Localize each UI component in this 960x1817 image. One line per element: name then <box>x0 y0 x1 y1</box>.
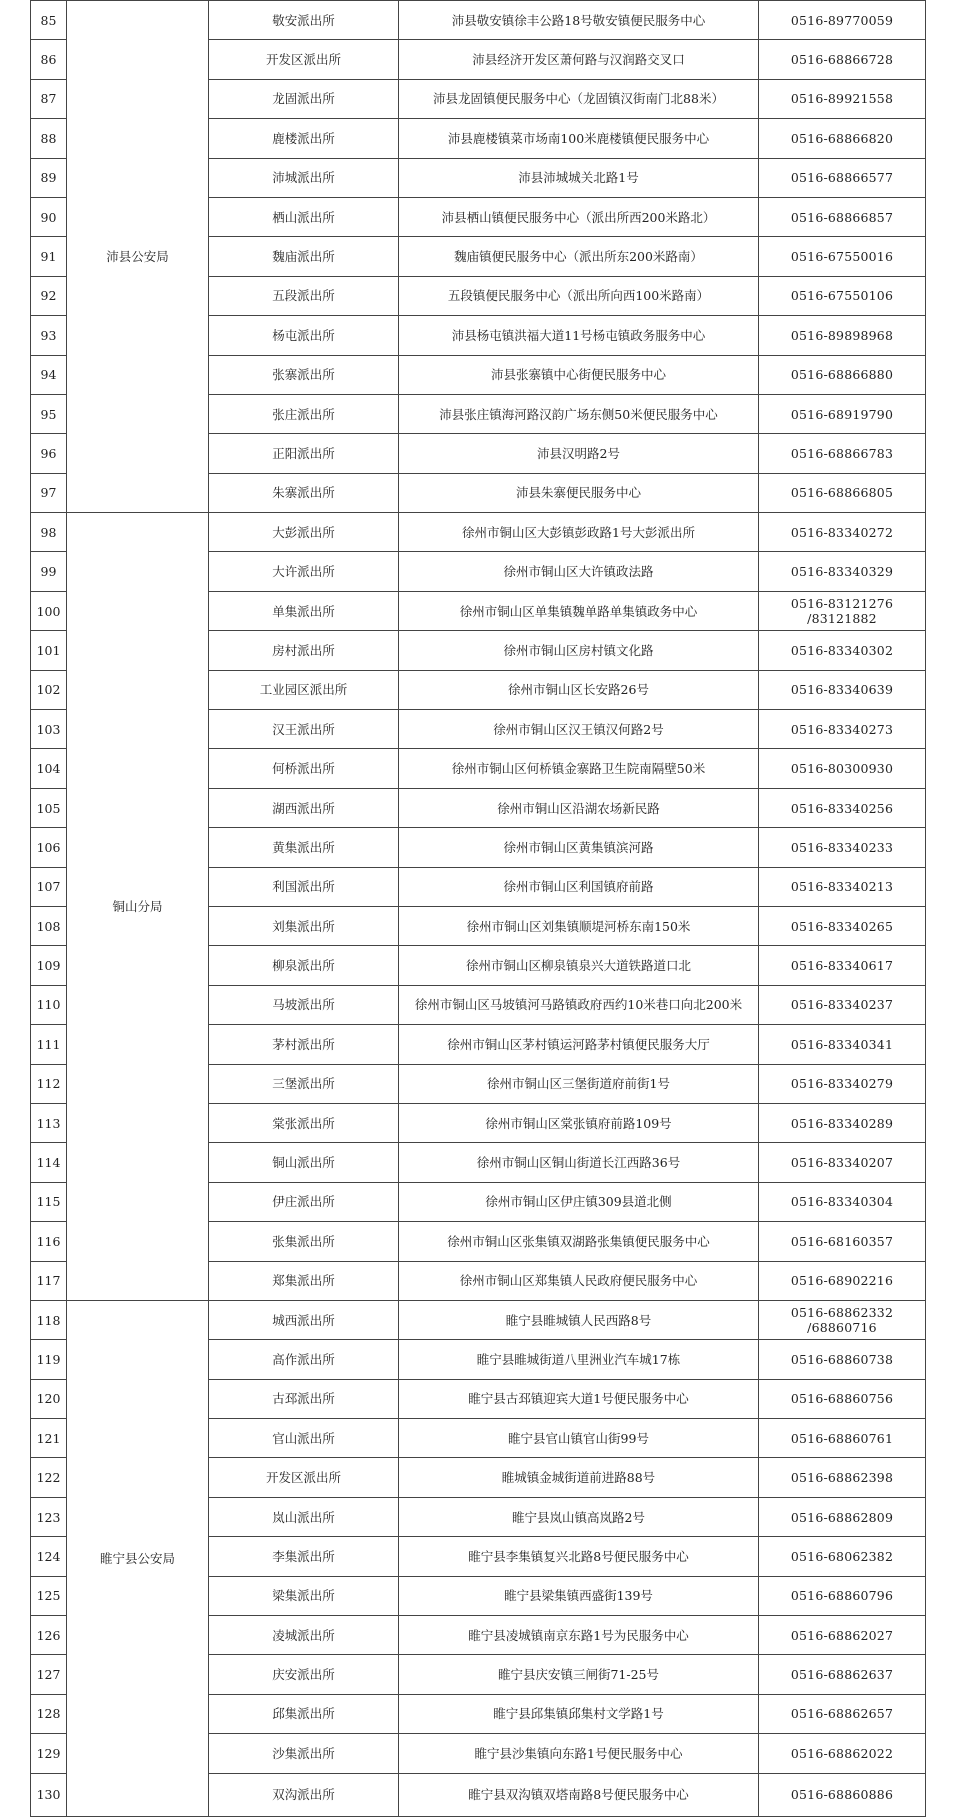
station-address: 徐州市铜山区沿湖农场新民路 <box>399 788 759 827</box>
station-address: 睢宁县邱集镇邱集村文学路1号 <box>399 1694 759 1733</box>
row-number: 96 <box>31 434 67 473</box>
station-address: 沛县龙固镇便民服务中心（龙固镇汉街南门北88米） <box>399 79 759 118</box>
phone-number: 0516-83340207 <box>790 1155 894 1171</box>
station-name: 茅村派出所 <box>209 1025 399 1064</box>
phone-number: 0516-68860761 <box>790 1430 894 1446</box>
station-address: 五段镇便民服务中心（派出所向西100米路南） <box>399 276 759 315</box>
phone-number: 0516-68160357 <box>790 1233 894 1249</box>
station-address: 徐州市铜山区马坡镇河马路镇政府西约10米巷口向北200米 <box>399 985 759 1024</box>
row-number: 119 <box>31 1340 67 1379</box>
station-address: 沛县栖山镇便民服务中心（派出所西200米路北） <box>399 197 759 236</box>
station-address: 睢宁县双沟镇双塔南路8号便民服务中心 <box>399 1773 759 1816</box>
phone-number: 0516-83340639 <box>790 682 894 698</box>
station-phone <box>759 1734 926 1773</box>
phone-number: 0516-67550106 <box>790 288 894 304</box>
agency-name: 沛县公安局 <box>67 1 209 513</box>
station-name: 正阳派出所 <box>209 434 399 473</box>
station-address: 睢宁县梁集镇西盛街139号 <box>399 1576 759 1615</box>
phone-number: 0516-83340302 <box>790 642 894 658</box>
station-name: 湖西派出所 <box>209 788 399 827</box>
station-address: 沛县鹿楼镇菜市场南100米鹿楼镇便民服务中心 <box>399 119 759 158</box>
row-number: 117 <box>31 1261 67 1300</box>
row-number: 129 <box>31 1734 67 1773</box>
station-phone <box>759 434 926 473</box>
station-name: 李集派出所 <box>209 1537 399 1576</box>
phone-number: 0516-68860738 <box>790 1351 894 1367</box>
agency-name: 铜山分局 <box>67 513 209 1301</box>
station-address: 睢宁县古邳镇迎宾大道1号便民服务中心 <box>399 1379 759 1418</box>
station-address: 睢宁县李集镇复兴北路8号便民服务中心 <box>399 1537 759 1576</box>
station-phone <box>759 591 926 630</box>
row-number: 118 <box>31 1300 67 1339</box>
station-address: 徐州市铜山区长安路26号 <box>399 670 759 709</box>
table-row <box>31 1 926 40</box>
station-address: 徐州市铜山区何桥镇金寨路卫生院南隔壁50米 <box>399 749 759 788</box>
phone-number: 0516-68862022 <box>790 1745 894 1761</box>
station-name: 沙集派出所 <box>209 1734 399 1773</box>
phone-number: 0516-67550016 <box>790 249 894 265</box>
phone-number: 0516-83340213 <box>790 879 894 895</box>
station-phone <box>759 1 926 40</box>
row-number: 106 <box>31 828 67 867</box>
station-phone <box>759 1458 926 1497</box>
station-address: 徐州市铜山区铜山街道长江西路36号 <box>399 1143 759 1182</box>
row-number: 95 <box>31 394 67 433</box>
station-address: 徐州市铜山区大彭镇彭政路1号大彭派出所 <box>399 513 759 552</box>
phone-number: 0516-68866728 <box>790 52 894 68</box>
row-number: 89 <box>31 158 67 197</box>
station-address: 沛县敬安镇徐丰公路18号敬安镇便民服务中心 <box>399 1 759 40</box>
phone-number: 0516-89898968 <box>790 327 894 343</box>
row-number: 108 <box>31 906 67 945</box>
station-address: 睢宁县睢城镇人民西路8号 <box>399 1300 759 1339</box>
phone-number: 0516-83340237 <box>790 997 894 1013</box>
station-phone <box>759 355 926 394</box>
station-address: 徐州市铜山区黄集镇滨河路 <box>399 828 759 867</box>
phone-number: /68860716 <box>807 1320 877 1336</box>
table-row <box>31 513 926 552</box>
row-number: 85 <box>31 1 67 40</box>
row-number: 103 <box>31 710 67 749</box>
station-phone <box>759 828 926 867</box>
station-name: 单集派出所 <box>209 591 399 630</box>
phone-number: 0516-68862809 <box>790 1509 894 1525</box>
station-name: 沛城派出所 <box>209 158 399 197</box>
station-name: 张寨派出所 <box>209 355 399 394</box>
station-address: 睢宁县庆安镇三闸街71-25号 <box>399 1655 759 1694</box>
station-address: 睢宁县官山镇官山街99号 <box>399 1419 759 1458</box>
station-address: 沛县朱寨便民服务中心 <box>399 473 759 512</box>
station-phone <box>759 1616 926 1655</box>
row-number: 112 <box>31 1064 67 1103</box>
station-phone <box>759 1576 926 1615</box>
station-phone <box>759 1182 926 1221</box>
station-phone <box>759 552 926 591</box>
station-address: 徐州市铜山区伊庄镇309县道北侧 <box>399 1182 759 1221</box>
station-phone <box>759 394 926 433</box>
station-name: 三堡派出所 <box>209 1064 399 1103</box>
row-number: 88 <box>31 119 67 158</box>
station-address: 沛县汉明路2号 <box>399 434 759 473</box>
station-name: 马坡派出所 <box>209 985 399 1024</box>
station-phone <box>759 788 926 827</box>
row-number: 86 <box>31 40 67 79</box>
station-phone <box>759 906 926 945</box>
table-body <box>31 1 926 1817</box>
station-name: 棠张派出所 <box>209 1103 399 1142</box>
station-name: 双沟派出所 <box>209 1773 399 1816</box>
station-name: 黄集派出所 <box>209 828 399 867</box>
station-address: 沛县张庄镇海河路汉韵广场东侧50米便民服务中心 <box>399 394 759 433</box>
row-number: 109 <box>31 946 67 985</box>
station-phone <box>759 119 926 158</box>
station-phone <box>759 1340 926 1379</box>
station-phone <box>759 1300 926 1339</box>
station-address: 睢宁县沙集镇向东路1号便民服务中心 <box>399 1734 759 1773</box>
station-name: 古邳派出所 <box>209 1379 399 1418</box>
station-name: 汉王派出所 <box>209 710 399 749</box>
station-phone <box>759 631 926 670</box>
station-phone <box>759 749 926 788</box>
phone-number: 0516-68919790 <box>790 406 894 422</box>
station-phone <box>759 1773 926 1816</box>
phone-number: 0516-83340279 <box>790 1076 894 1092</box>
station-name: 朱寨派出所 <box>209 473 399 512</box>
station-address: 魏庙镇便民服务中心（派出所东200米路南） <box>399 237 759 276</box>
row-number: 90 <box>31 197 67 236</box>
station-phone <box>759 867 926 906</box>
phone-number: 0516-68862027 <box>790 1627 894 1643</box>
station-phone <box>759 1655 926 1694</box>
station-address: 睢宁县睢城街道八里洲业汽车城17栋 <box>399 1340 759 1379</box>
row-number: 114 <box>31 1143 67 1182</box>
station-name: 魏庙派出所 <box>209 237 399 276</box>
phone-number: 0516-83121276 <box>790 596 894 612</box>
station-address: 徐州市铜山区汉王镇汉何路2号 <box>399 710 759 749</box>
row-number: 122 <box>31 1458 67 1497</box>
station-phone <box>759 946 926 985</box>
station-phone <box>759 985 926 1024</box>
phone-number: 0516-68062382 <box>790 1548 894 1564</box>
station-phone <box>759 197 926 236</box>
station-address: 徐州市铜山区郑集镇人民政府便民服务中心 <box>399 1261 759 1300</box>
phone-number: 0516-68862398 <box>790 1470 894 1486</box>
station-name: 鹿楼派出所 <box>209 119 399 158</box>
station-address: 沛县张寨镇中心街便民服务中心 <box>399 355 759 394</box>
row-number: 125 <box>31 1576 67 1615</box>
row-number: 121 <box>31 1419 67 1458</box>
station-phone <box>759 276 926 315</box>
row-number: 94 <box>31 355 67 394</box>
station-address: 沛县杨屯镇洪福大道11号杨屯镇政务服务中心 <box>399 316 759 355</box>
phone-number: 0516-83340233 <box>790 839 894 855</box>
phone-number: 0516-68860756 <box>790 1391 894 1407</box>
station-address: 睢宁县凌城镇南京东路1号为民服务中心 <box>399 1616 759 1655</box>
phone-number: 0516-68866805 <box>790 485 894 501</box>
station-name: 杨屯派出所 <box>209 316 399 355</box>
phone-number: 0516-68862332 <box>790 1305 894 1321</box>
phone-number: 0516-89770059 <box>790 12 894 28</box>
station-name: 高作派出所 <box>209 1340 399 1379</box>
station-name: 敬安派出所 <box>209 1 399 40</box>
station-name: 房村派出所 <box>209 631 399 670</box>
station-name: 开发区派出所 <box>209 40 399 79</box>
station-phone <box>759 1497 926 1536</box>
phone-number: 0516-68862637 <box>790 1667 894 1683</box>
agency-name: 睢宁县公安局 <box>67 1300 209 1816</box>
row-number: 127 <box>31 1655 67 1694</box>
row-number: 123 <box>31 1497 67 1536</box>
phone-number: 0516-83340304 <box>790 1194 894 1210</box>
station-phone <box>759 1419 926 1458</box>
station-phone <box>759 1025 926 1064</box>
phone-number: /83121882 <box>807 611 877 627</box>
row-number: 93 <box>31 316 67 355</box>
station-name: 开发区派出所 <box>209 1458 399 1497</box>
station-name: 大彭派出所 <box>209 513 399 552</box>
station-name: 伊庄派出所 <box>209 1182 399 1221</box>
row-number: 98 <box>31 513 67 552</box>
station-name: 张集派出所 <box>209 1222 399 1261</box>
phone-number: 0516-68866880 <box>790 367 894 383</box>
phone-number: 0516-68866857 <box>790 209 894 225</box>
police-station-table <box>30 0 926 1817</box>
station-phone <box>759 1222 926 1261</box>
station-address: 睢宁县岚山镇高岚路2号 <box>399 1497 759 1536</box>
row-number: 116 <box>31 1222 67 1261</box>
phone-number: 0516-80300930 <box>790 761 894 777</box>
station-phone <box>759 513 926 552</box>
station-phone <box>759 1143 926 1182</box>
row-number: 115 <box>31 1182 67 1221</box>
station-phone <box>759 1064 926 1103</box>
phone-number: 0516-83340272 <box>790 524 894 540</box>
station-name: 铜山派出所 <box>209 1143 399 1182</box>
phone-number: 0516-68902216 <box>790 1273 894 1289</box>
station-phone <box>759 1261 926 1300</box>
station-phone <box>759 1694 926 1733</box>
phone-number: 0516-89921558 <box>790 91 894 107</box>
row-number: 104 <box>31 749 67 788</box>
station-phone <box>759 670 926 709</box>
row-number: 101 <box>31 631 67 670</box>
station-name: 邱集派出所 <box>209 1694 399 1733</box>
station-address: 徐州市铜山区三堡街道府前街1号 <box>399 1064 759 1103</box>
station-address: 徐州市铜山区大许镇政法路 <box>399 552 759 591</box>
phone-number: 0516-83340265 <box>790 918 894 934</box>
station-name: 龙固派出所 <box>209 79 399 118</box>
station-name: 郑集派出所 <box>209 1261 399 1300</box>
row-number: 87 <box>31 79 67 118</box>
station-phone <box>759 1379 926 1418</box>
row-number: 91 <box>31 237 67 276</box>
station-address: 徐州市铜山区棠张镇府前路109号 <box>399 1103 759 1142</box>
station-name: 五段派出所 <box>209 276 399 315</box>
table-row <box>31 1300 926 1339</box>
station-address: 徐州市铜山区利国镇府前路 <box>399 867 759 906</box>
station-phone <box>759 237 926 276</box>
station-address: 徐州市铜山区柳泉镇泉兴大道铁路道口北 <box>399 946 759 985</box>
phone-number: 0516-68860886 <box>790 1787 894 1803</box>
station-address: 徐州市铜山区茅村镇运河路茅村镇便民服务大厅 <box>399 1025 759 1064</box>
station-phone <box>759 316 926 355</box>
row-number: 110 <box>31 985 67 1024</box>
station-address: 沛县经济开发区萧何路与汉润路交叉口 <box>399 40 759 79</box>
station-name: 利国派出所 <box>209 867 399 906</box>
station-address: 徐州市铜山区单集镇魏单路单集镇政务中心 <box>399 591 759 630</box>
row-number: 97 <box>31 473 67 512</box>
phone-number: 0516-83340341 <box>790 1036 894 1052</box>
station-name: 工业园区派出所 <box>209 670 399 709</box>
phone-number: 0516-68866783 <box>790 445 894 461</box>
row-number: 105 <box>31 788 67 827</box>
phone-number: 0516-68860796 <box>790 1588 894 1604</box>
station-phone <box>759 79 926 118</box>
phone-number: 0516-83340256 <box>790 800 894 816</box>
station-name: 庆安派出所 <box>209 1655 399 1694</box>
station-address: 徐州市铜山区张集镇双湖路张集镇便民服务中心 <box>399 1222 759 1261</box>
station-name: 大许派出所 <box>209 552 399 591</box>
phone-number: 0516-83340273 <box>790 721 894 737</box>
row-number: 111 <box>31 1025 67 1064</box>
phone-number: 0516-83340289 <box>790 1115 894 1131</box>
row-number: 126 <box>31 1616 67 1655</box>
phone-number: 0516-68862657 <box>790 1706 894 1722</box>
station-name: 梁集派出所 <box>209 1576 399 1615</box>
row-number: 99 <box>31 552 67 591</box>
row-number: 102 <box>31 670 67 709</box>
row-number: 113 <box>31 1103 67 1142</box>
station-name: 岚山派出所 <box>209 1497 399 1536</box>
station-phone <box>759 158 926 197</box>
row-number: 100 <box>31 591 67 630</box>
phone-number: 0516-83340329 <box>790 564 894 580</box>
phone-number: 0516-68866820 <box>790 130 894 146</box>
station-name: 张庄派出所 <box>209 394 399 433</box>
row-number: 128 <box>31 1694 67 1733</box>
station-name: 刘集派出所 <box>209 906 399 945</box>
row-number: 124 <box>31 1537 67 1576</box>
station-address: 徐州市铜山区刘集镇顺堤河桥东南150米 <box>399 906 759 945</box>
station-name: 凌城派出所 <box>209 1616 399 1655</box>
row-number: 130 <box>31 1773 67 1816</box>
station-address: 睢城镇金城街道前进路88号 <box>399 1458 759 1497</box>
station-phone <box>759 1537 926 1576</box>
station-phone <box>759 40 926 79</box>
station-phone <box>759 473 926 512</box>
station-address: 沛县沛城城关北路1号 <box>399 158 759 197</box>
row-number: 120 <box>31 1379 67 1418</box>
row-number: 92 <box>31 276 67 315</box>
station-phone <box>759 710 926 749</box>
phone-number: 0516-68866577 <box>790 170 894 186</box>
row-number: 107 <box>31 867 67 906</box>
station-name: 官山派出所 <box>209 1419 399 1458</box>
station-phone <box>759 1103 926 1142</box>
phone-number: 0516-83340617 <box>790 958 894 974</box>
station-name: 柳泉派出所 <box>209 946 399 985</box>
station-name: 何桥派出所 <box>209 749 399 788</box>
station-name: 城西派出所 <box>209 1300 399 1339</box>
station-address: 徐州市铜山区房村镇文化路 <box>399 631 759 670</box>
station-name: 栖山派出所 <box>209 197 399 236</box>
